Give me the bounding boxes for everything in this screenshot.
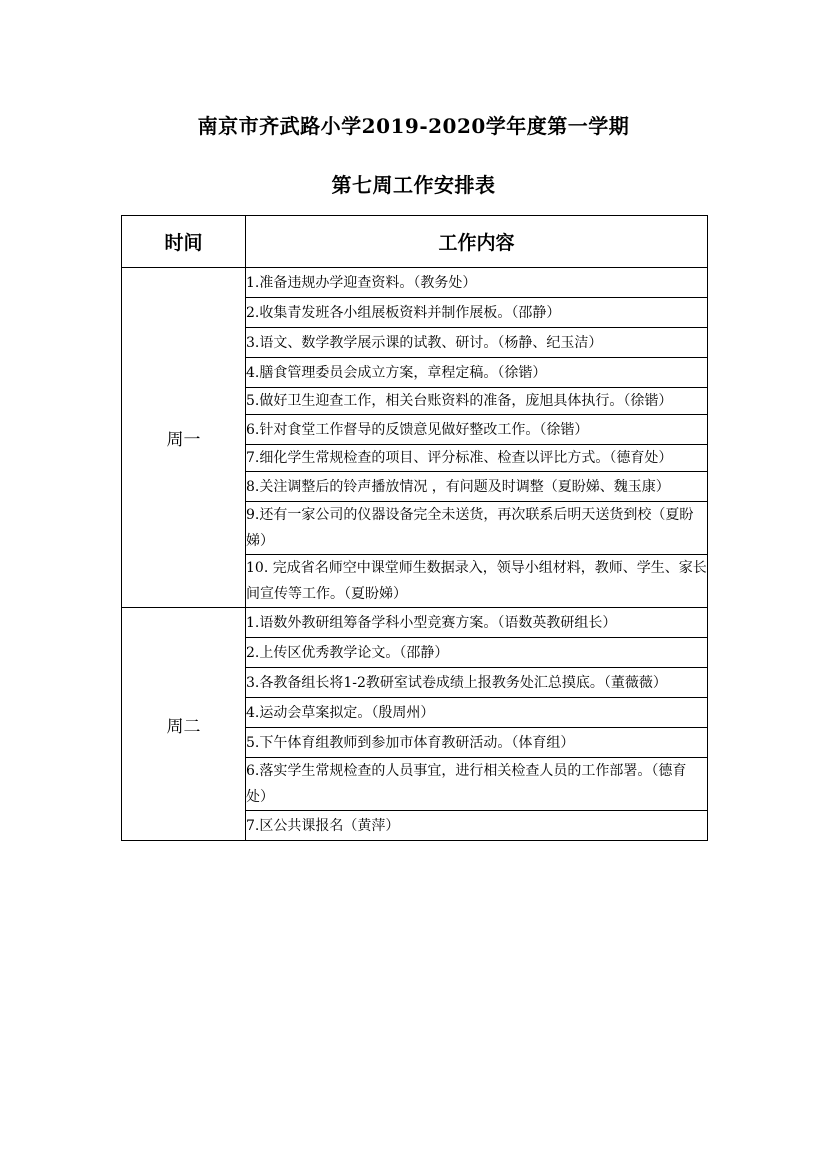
task-item: 4.运动会草案拟定。（殷周州） bbox=[246, 698, 708, 728]
task-item: 5.下午体育组教师到参加市体育教研活动。（体育组） bbox=[246, 728, 708, 758]
table-row bbox=[122, 268, 708, 298]
task-item: 6.落实学生常规检查的人员事宜，进行相关检查人员的工作部署。（德育处） bbox=[246, 758, 708, 811]
header-content: 工作内容 bbox=[246, 216, 708, 268]
task-item: 2.收集青发班各小组展板资料并制作展板。（邵静） bbox=[246, 298, 708, 328]
header-time: 时间 bbox=[122, 216, 246, 268]
task-item: 1.语数外教研组筹备学科小型竞赛方案。（语数英教研组长） bbox=[246, 608, 708, 638]
day-cell-tuesday: 周二 bbox=[122, 608, 246, 841]
task-item: 5.做好卫生迎查工作，相关台账资料的准备，庞旭具体执行。（徐锴） bbox=[246, 388, 708, 415]
document-subtitle: 第七周工作安排表 bbox=[331, 173, 496, 197]
task-item: 7.细化学生常规检查的项目、评分标准、检查以评比方式。（德育处） bbox=[246, 445, 708, 472]
task-item: 6.针对食堂工作督导的反馈意见做好整改工作。（徐锴） bbox=[246, 415, 708, 445]
schedule-table bbox=[121, 215, 708, 841]
task-item: 7.区公共课报名（黄萍） bbox=[246, 811, 708, 841]
table-row bbox=[122, 608, 708, 638]
task-item: 10. 完成省名师空中课堂师生数据录入，领导小组材料，教师、学生、家长间宣传等工作。（夏盼娣） bbox=[246, 555, 708, 608]
task-item: 1.准备违规办学迎查资料。（教务处） bbox=[246, 268, 708, 298]
table-header-row bbox=[122, 216, 708, 268]
task-item: 8.关注调整后的铃声播放情况 ，有问题及时调整（夏盼娣、魏玉康） bbox=[246, 472, 708, 502]
day-cell-monday: 周一 bbox=[122, 268, 246, 608]
document-title: 南京市齐武路小学2019-2020学年度第一学期 bbox=[197, 114, 630, 138]
task-item: 2.上传区优秀教学论文。（邵静） bbox=[246, 638, 708, 668]
task-item: 4.膳食管理委员会成立方案，章程定稿。（徐锴） bbox=[246, 358, 708, 388]
task-item: 3.语文、数学教学展示课的试教、研讨。（杨静、纪玉洁） bbox=[246, 328, 708, 358]
task-item: 3.各教备组长将1-2教研室试卷成绩上报教务处汇总摸底。（董薇薇） bbox=[246, 668, 708, 698]
task-item: 9.还有一家公司的仪器设备完全未送货，再次联系后明天送货到校（夏盼娣） bbox=[246, 502, 708, 555]
